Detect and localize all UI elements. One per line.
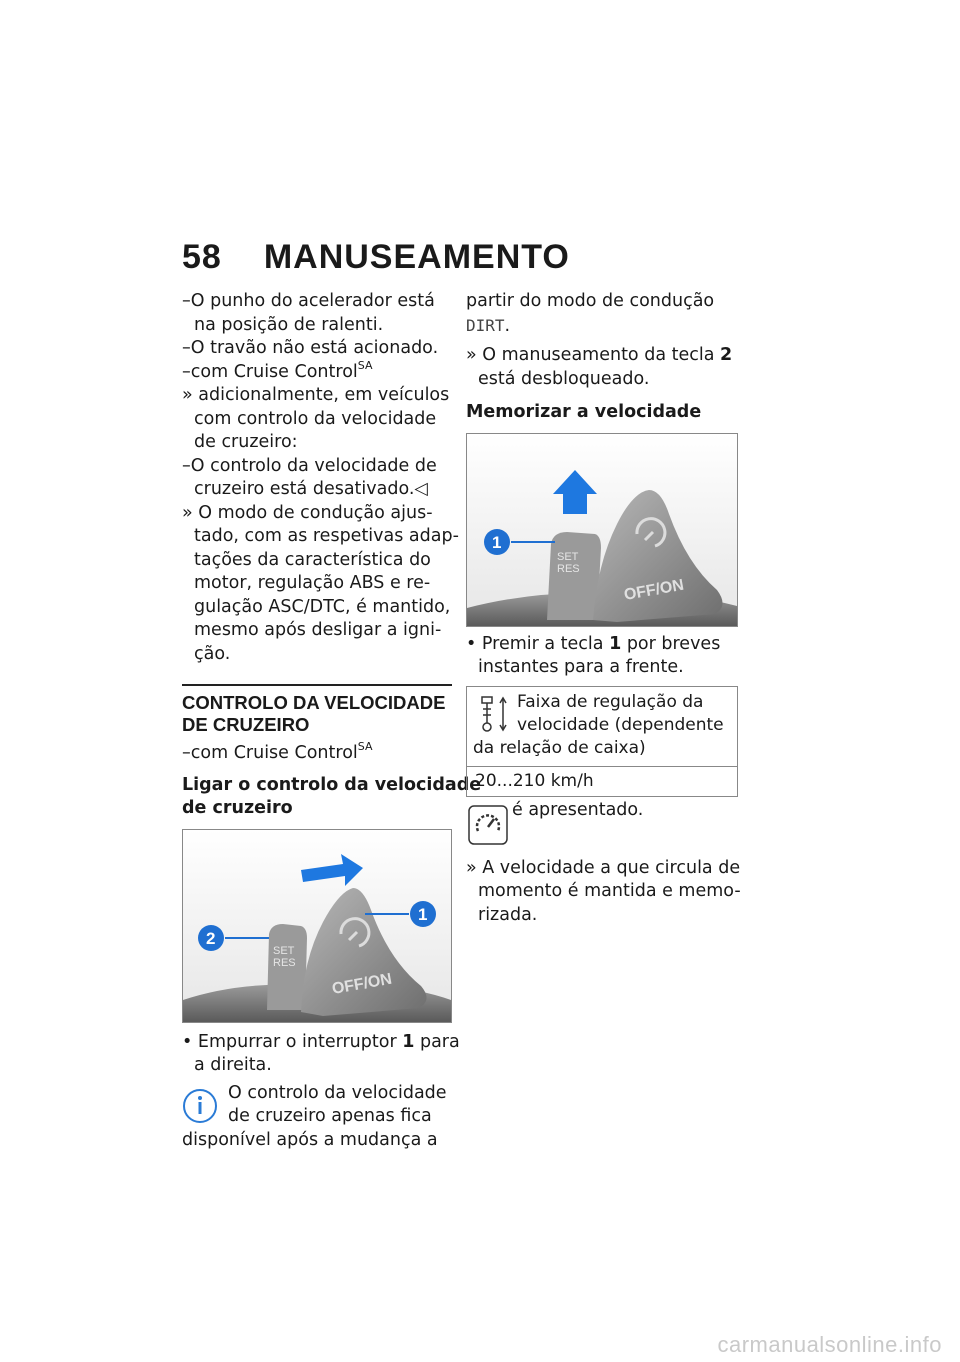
page-header [182,238,570,277]
table-description: Faixa de regulação da [517,691,704,712]
condition-line: está desbloqueado. [478,368,650,389]
condition-line: ção. [194,643,231,664]
condition-line: de cruzeiro: [194,432,298,452]
condition-line: gulação ASC/DTC, é mantido, [194,596,451,617]
switch-illustration [467,434,737,626]
res-label: RES [273,956,296,969]
condition-line [182,358,452,385]
callout-1-label: 1 [418,904,428,924]
condition-line: cruzeiro está desativado.◁ [194,479,428,499]
figure-switch-push-right [182,829,452,1023]
condition-line: tado, com as respetivas adap- [194,526,459,546]
condition-line [466,344,738,368]
instruction-line: a direita. [194,1055,272,1075]
instruction-bullet [182,1031,460,1055]
table-description: da relação de caixa) [473,737,646,758]
equipment-line [182,742,452,766]
speed-range-icon [479,695,509,733]
condition-text: » O manuseamento da tecla [466,345,720,365]
section-title: MANUSEAMENTO [263,238,570,276]
instruction-line: instantes para a frente. [478,657,684,677]
sub-heading: Memorizar a velocidade [466,402,702,422]
instruction-text: por breves [621,633,721,654]
sub-heading-line: Ligar o controlo da velocidade [182,774,482,795]
sa-superscript: SA [357,358,373,372]
condition-line: motor, regulação ABS e re- [194,573,431,593]
figure-switch-push-forward [466,433,738,627]
res-label: RES [557,562,580,575]
set-label: SET [273,944,295,957]
note-line: disponível após a mudança a [182,1129,438,1150]
offon-label: OFF/ON [330,970,394,998]
condition-line: » O modo de condução ajus- [182,502,433,523]
table-row [467,767,737,796]
instruction-text: • Empurrar o interruptor [182,1031,403,1052]
sub-heading [182,774,482,821]
set-label: SET [557,550,579,563]
note-line: de cruzeiro apenas fica [228,1106,432,1126]
sub-heading-line: de cruzeiro [182,798,293,818]
display-text: é apresentado. [512,799,644,820]
condition-line: –O controlo da velocidade de [182,455,437,476]
condition-line: na posição de ralenti. [194,314,384,335]
condition-line: tações da característica do [194,549,431,570]
continued-line [466,314,738,339]
switch-illustration [183,830,451,1022]
page-number: 58 [182,238,222,276]
mode-name: DIRT [466,315,505,335]
condition-line: » adicionalmente, em veículos [182,385,450,405]
condition-line: mesmo após desligar a igni- [194,620,442,640]
info-icon [182,1088,218,1124]
right-column [466,290,741,927]
section-heading-line: CONTROLO DA VELOCIDADE [182,692,446,713]
left-column [182,290,482,1152]
instruction-key: 1 [402,1031,415,1052]
instruction-key: 1 [609,633,622,654]
cruise-indicator-icon [468,805,508,845]
equipment-note: –com Cruise Control [182,743,358,763]
speed-range-value: 20...210 km/h [475,770,594,791]
result-line: » A velocidade a que circula de [466,857,741,878]
callout-1-label: 1 [492,532,502,552]
equipment-note: –com Cruise Control [182,361,358,382]
instruction-bullet [466,633,738,657]
instruction-text: • Premir a tecla [466,633,610,654]
condition-key: 2 [720,345,733,365]
condition-line: –O punho do acelerador está [182,291,435,311]
offon-label: OFF/ON [622,576,686,604]
callout-2-label: 2 [206,928,216,948]
speed-range-table [466,686,738,797]
result-line: momento é mantida e memo- [478,881,741,901]
watermark: carmanualsonline.info [717,1332,942,1357]
result-line: rizada. [478,904,538,925]
table-row [467,687,737,767]
note-line: O controlo da velocidade [228,1082,447,1103]
instruction-text: para [414,1031,460,1052]
period: . [504,315,511,336]
section-heading [182,684,452,736]
continued-line: partir do modo de condução [466,291,715,311]
sa-superscript: SA [357,740,373,753]
display-indicator-row [466,799,738,845]
section-heading-line: DE CRUZEIRO [182,714,310,735]
table-description: velocidade (dependente [517,714,724,735]
info-note [182,1082,452,1153]
condition-line: com controlo da velocidade [194,408,437,429]
set-res-button [547,532,601,620]
condition-line: –O travão não está acionado. [182,338,439,358]
